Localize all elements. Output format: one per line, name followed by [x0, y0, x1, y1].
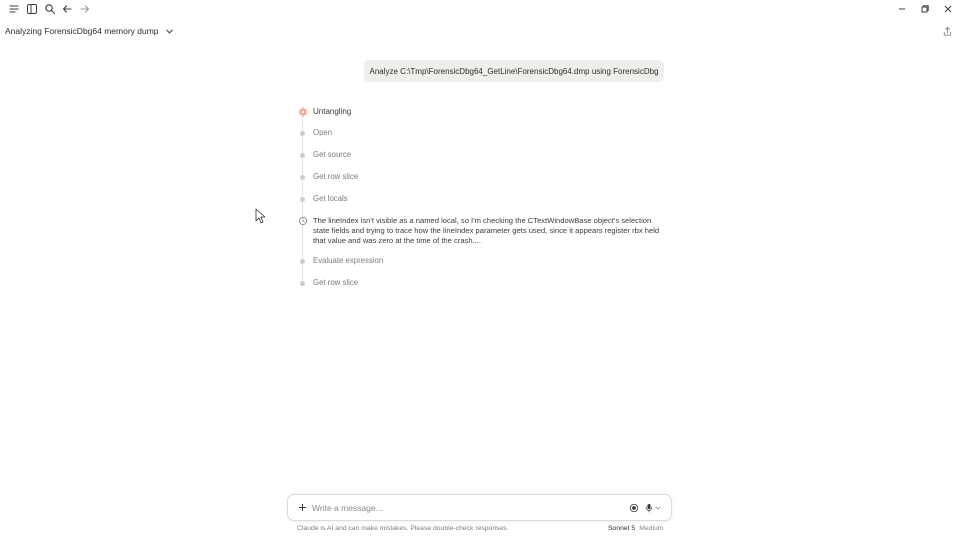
restore-icon[interactable] [917, 1, 933, 17]
step-label: Get locals [313, 194, 348, 203]
step-get-row-slice-2[interactable] [296, 276, 358, 290]
step-get-row-slice[interactable] [296, 170, 358, 184]
step-open[interactable] [296, 126, 332, 140]
microphone-icon [645, 503, 653, 513]
mouse-cursor-icon [255, 208, 265, 224]
model-effort: Medium [639, 525, 664, 532]
sidebar-toggle-icon[interactable] [24, 1, 40, 17]
step-label: Get row slice [313, 172, 359, 181]
step-dot-icon [300, 197, 305, 202]
forward-arrow-icon[interactable] [77, 1, 93, 17]
disclaimer-text: Claude is AI and can make mistakes. Please double-check responses. [297, 525, 509, 532]
back-arrow-icon[interactable] [59, 1, 75, 17]
model-selector[interactable] [608, 525, 663, 532]
step-dot-icon [300, 175, 305, 180]
user-message-text: Analyze C:\Tmp\ForensicDbg64_GetLine\ForensicDbg64.dmp using ForensicDbg [369, 66, 659, 76]
step-evaluate-expression[interactable] [296, 254, 383, 268]
share-icon [942, 26, 953, 37]
search-icon[interactable] [42, 1, 58, 17]
plus-icon [298, 503, 307, 512]
step-get-locals[interactable] [296, 192, 348, 206]
chevron-down-icon [165, 27, 174, 36]
menu-icon[interactable] [6, 1, 22, 17]
step-dot-icon [300, 131, 305, 136]
voice-input-button[interactable] [645, 501, 667, 515]
add-attachment-button[interactable] [296, 501, 308, 514]
message-composer [287, 494, 672, 521]
close-icon[interactable] [940, 1, 956, 17]
spinner-burst-icon [296, 105, 309, 119]
user-message-bubble [364, 60, 664, 82]
step-get-source[interactable] [296, 148, 351, 162]
minimize-icon[interactable] [894, 1, 910, 17]
step-dot-icon [300, 153, 305, 158]
chevron-down-icon [655, 505, 661, 511]
step-label: Get row slice [313, 278, 359, 287]
model-name: Sonnet 5 [608, 525, 636, 532]
step-dot-icon [300, 281, 305, 286]
chat-title: Analyzing ForensicDbg64 memory dump [5, 26, 159, 36]
thinking-summary-text: The lineIndex isn't visible as a named local, so I'm checking the CTextWindowBase object's selection state fields and trying to trace how the lineIndex parameter gets used, since it appears register rbx held that value and was zero at the time of the crash.... [313, 216, 660, 245]
step-label: Open [313, 128, 333, 137]
title-bar [0, 0, 960, 18]
record-icon [629, 503, 639, 513]
share-button[interactable] [940, 24, 954, 38]
step-untangling[interactable] [296, 105, 351, 119]
record-button[interactable] [628, 502, 640, 514]
message-input[interactable] [312, 500, 612, 515]
step-label: Evaluate expression [313, 256, 384, 265]
tool-steps-timeline [296, 104, 676, 294]
clock-icon [296, 214, 309, 228]
chat-title-dropdown[interactable] [5, 24, 174, 38]
step-label: Untangling [313, 107, 352, 116]
step-dot-icon [300, 259, 305, 264]
step-thinking[interactable] [296, 214, 663, 246]
step-label: Get source [313, 150, 352, 159]
